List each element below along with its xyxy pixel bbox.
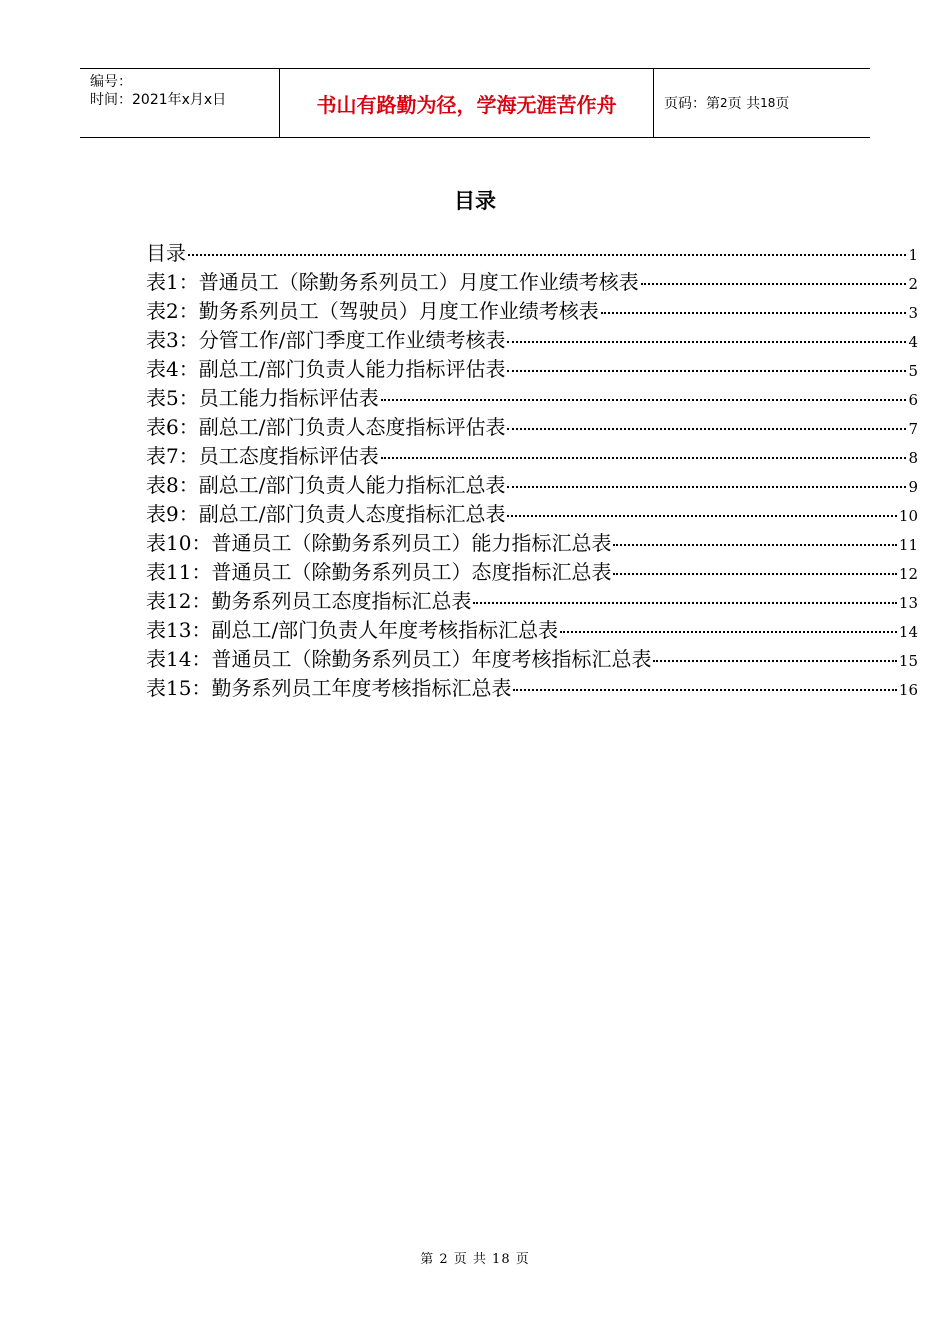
page-current: 2 [720,96,728,110]
toc-entry-text: 表14：普通员工（除勤务系列员工）年度考核指标汇总表 [146,647,652,671]
toc-entry-page: 10 [898,507,918,525]
toc-entry[interactable] [146,442,918,471]
toc-entry-text: 表6：副总工/部门负责人态度指标评估表 [146,415,506,439]
toc-entry[interactable] [146,587,918,616]
toc-entry-page: 4 [908,333,918,351]
toc-leader-dots [473,602,896,604]
toc-leader-dots [507,428,906,430]
toc-entry[interactable] [146,500,918,529]
toc-entry-page: 12 [898,565,918,583]
document-number-label: 编号： [90,74,132,90]
toc-entry-page: 1 [908,246,918,264]
toc-leader-dots [613,544,896,546]
header-motto: 书山有路勤为径，学海无涯苦作舟 [280,69,654,137]
toc-entry-text: 表3：分管工作/部门季度工作业绩考核表 [146,328,506,352]
page-header [80,68,870,138]
toc-entry-text: 表1：普通员工（除勤务系列员工）月度工作业绩考核表 [146,270,639,294]
header-meta [80,69,280,137]
toc-entry-text: 表12：勤务系列员工态度指标汇总表 [146,589,472,613]
toc-leader-dots [507,486,906,488]
toc-entry-text: 表11：普通员工（除勤务系列员工）态度指标汇总表 [146,560,612,584]
toc-entry[interactable] [146,268,918,297]
toc-leader-dots [560,631,897,633]
toc-entry[interactable] [146,616,918,645]
toc-entry-page: 13 [898,594,918,612]
toc-leader-dots [507,341,906,343]
toc-leader-dots [601,312,907,314]
toc-leader-dots [188,254,906,256]
header-page-info [654,69,870,137]
toc-entry-text: 表4：副总工/部门负责人能力指标评估表 [146,357,506,381]
toc-leader-dots [513,689,896,691]
toc-entry-page: 8 [908,449,918,467]
toc-entry-text: 表13：副总工/部门负责人年度考核指标汇总表 [146,618,559,642]
toc-leader-dots [641,283,907,285]
toc-entry[interactable] [146,384,918,413]
toc-entry[interactable] [146,471,918,500]
toc-entry-text: 表15：勤务系列员工年度考核指标汇总表 [146,676,512,700]
toc-entry-page: 3 [908,304,918,322]
page-suffix: 页 [775,96,790,112]
page-total: 18 [760,96,776,110]
toc-entry-page: 7 [908,420,918,438]
toc-entry-text: 表9：副总工/部门负责人态度指标汇总表 [146,502,506,526]
toc-entry[interactable] [146,413,918,442]
toc-entry-text: 表5：员工能力指标评估表 [146,386,379,410]
toc-entry-page: 9 [908,478,918,496]
toc-leader-dots [507,515,896,517]
page-footer: 第 2 页 共 18 页 [420,1252,530,1267]
document-time-label: 时间：2021年x月x日 [90,92,227,108]
toc-entry-page: 5 [908,362,918,380]
toc-entry-page: 11 [898,536,918,554]
page-prefix: 页码：第 [664,96,720,112]
toc-entry-page: 14 [898,623,918,641]
toc-title: 目录 [454,189,496,213]
toc-entry-text: 表8：副总工/部门负责人能力指标汇总表 [146,473,506,497]
toc-entry-page: 16 [898,681,918,699]
toc-entry[interactable] [146,645,918,674]
toc-entry[interactable] [146,239,918,268]
toc-entry-text: 表2：勤务系列员工（驾驶员）月度工作业绩考核表 [146,299,599,323]
toc-entry[interactable] [146,529,918,558]
page-mid: 页 共 [727,96,761,112]
toc-leader-dots [381,457,907,459]
toc-entry[interactable] [146,558,918,587]
toc-leader-dots [613,573,896,575]
table-of-contents [146,239,918,703]
toc-leader-dots [381,399,907,401]
toc-entry-page: 15 [898,652,918,670]
toc-entry[interactable] [146,297,918,326]
toc-entry-text: 目录 [146,241,186,265]
toc-entry[interactable] [146,355,918,384]
toc-entry[interactable] [146,326,918,355]
toc-entry-text: 表7：员工态度指标评估表 [146,444,379,468]
toc-leader-dots [653,660,896,662]
toc-entry-page: 2 [908,275,918,293]
toc-entry-page: 6 [908,391,918,409]
toc-leader-dots [507,370,906,372]
toc-entry[interactable] [146,674,918,703]
toc-entry-text: 表10：普通员工（除勤务系列员工）能力指标汇总表 [146,531,612,555]
